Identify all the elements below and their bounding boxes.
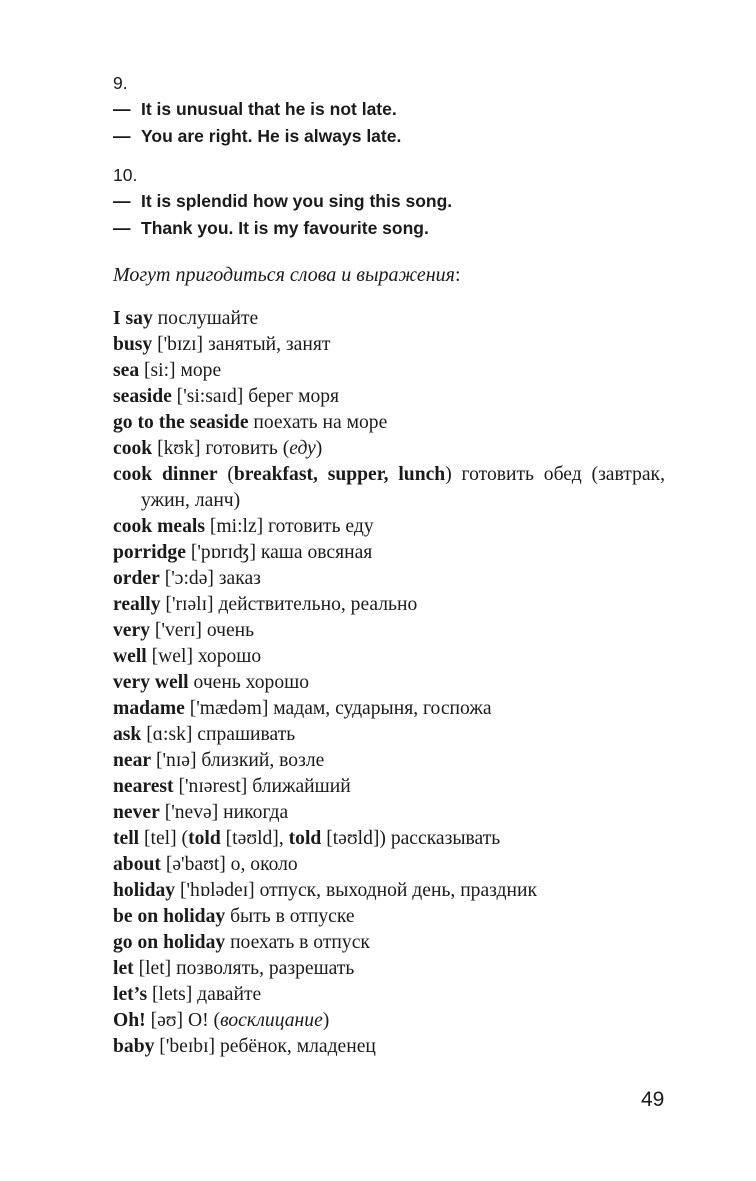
vocab-term: well bbox=[113, 646, 147, 667]
vocab-text: [tel] ( bbox=[139, 828, 189, 849]
vocab-entry bbox=[113, 384, 665, 410]
dialog-line-text: It is splendid how you sing this song. bbox=[141, 191, 453, 211]
vocab-term: go on holiday bbox=[113, 932, 226, 953]
vocab-text: [lets] давайте bbox=[147, 984, 262, 1005]
vocab-entry bbox=[113, 410, 665, 436]
dialog-group bbox=[113, 70, 673, 150]
vocab-term: tell bbox=[113, 828, 140, 849]
vocab-term: be on holiday bbox=[113, 906, 226, 927]
dialog-line bbox=[113, 215, 673, 242]
vocab-term: really bbox=[113, 594, 161, 615]
vocab-entry bbox=[113, 956, 665, 982]
vocab-text: ['nevə] никогда bbox=[159, 802, 289, 823]
vocab-term: cook bbox=[113, 438, 153, 459]
vocab-term: baby bbox=[113, 1036, 155, 1057]
vocab-term: Oh! bbox=[113, 1010, 146, 1031]
vocab-entry bbox=[113, 982, 665, 1008]
vocab-text: ) готовить обед (завтрак, ужин, ланч) bbox=[141, 464, 665, 511]
vocab-text: ['si:saɪd] берег моря bbox=[171, 386, 340, 407]
vocab-text: [wel] хорошо bbox=[146, 646, 262, 667]
vocab-heading-text: Могут пригодиться слова и выражения bbox=[113, 264, 455, 286]
vocab-text: [təʊld], bbox=[220, 828, 289, 849]
vocab-entry bbox=[113, 852, 665, 878]
vocab-entry bbox=[113, 670, 665, 696]
vocab-entry bbox=[113, 1034, 665, 1060]
vocab-text: [ɑ:sk] спрашивать bbox=[141, 724, 296, 745]
vocab-term: porridge bbox=[113, 542, 186, 563]
vocab-note: восклицание bbox=[220, 1010, 323, 1031]
vocab-text: [əʊ] О! ( bbox=[145, 1010, 221, 1031]
vocab-term: near bbox=[113, 750, 152, 771]
dialog-line-text: Thank you. It is my favourite song. bbox=[141, 218, 429, 238]
vocab-entry bbox=[113, 1008, 665, 1034]
vocab-text: ['pɒrɪʤ] каша овсяная bbox=[185, 542, 373, 563]
dialog-number: 9. bbox=[113, 73, 128, 93]
vocab-text: ['mædəm] мадам, сударыня, госпожа bbox=[184, 698, 492, 719]
dialog-dash: — bbox=[113, 126, 131, 146]
vocab-text: [si:] море bbox=[139, 360, 222, 381]
vocab-text: [let] позволять, разрешать bbox=[133, 958, 355, 979]
vocab-term: holiday bbox=[113, 880, 176, 901]
dialog-dash: — bbox=[113, 99, 131, 119]
vocab-entry bbox=[113, 930, 665, 956]
vocab-entry bbox=[113, 358, 665, 384]
vocab-text: ['beɪbɪ] ребёнок, младенец bbox=[154, 1036, 376, 1057]
dialog-line bbox=[113, 123, 673, 150]
vocab-term: very well bbox=[113, 672, 189, 693]
vocab-text: поехать на море bbox=[248, 412, 388, 433]
vocab-entry bbox=[113, 878, 665, 904]
vocab-term: busy bbox=[113, 334, 153, 355]
vocab-term: let’s bbox=[113, 984, 148, 1005]
vocab-term: order bbox=[113, 568, 160, 589]
vocab-text: ['nɪərest] ближайший bbox=[173, 776, 351, 797]
vocab-entry bbox=[113, 332, 665, 358]
vocab-term: sea bbox=[113, 360, 140, 381]
vocab-list bbox=[113, 306, 665, 1060]
vocab-text: [mi:lz] готовить еду bbox=[204, 516, 374, 537]
dialog-dash: — bbox=[113, 191, 131, 211]
dialog-number: 10. bbox=[113, 165, 138, 185]
vocab-text: [təʊld]) рассказывать bbox=[321, 828, 501, 849]
dialog-line bbox=[113, 188, 673, 215]
vocab-entry bbox=[113, 566, 665, 592]
vocab-heading-colon: : bbox=[454, 264, 461, 286]
vocab-text: ['hɒlədeɪ] отпуск, выходной день, праздник bbox=[175, 880, 538, 901]
vocab-entry bbox=[113, 592, 665, 618]
dialog-group bbox=[113, 162, 673, 242]
vocab-entry bbox=[113, 722, 665, 748]
vocab-text: [ə'baʊt] о, около bbox=[160, 854, 298, 875]
vocab-term: about bbox=[113, 854, 161, 875]
vocab-text: очень хорошо bbox=[188, 672, 310, 693]
vocab-text: поехать в отпуск bbox=[225, 932, 370, 953]
vocab-entry bbox=[113, 540, 665, 566]
dialog-exercises bbox=[113, 70, 673, 242]
vocab-entry bbox=[113, 904, 665, 930]
vocab-entry bbox=[113, 618, 665, 644]
vocab-entry bbox=[113, 774, 665, 800]
vocab-term: nearest bbox=[113, 776, 174, 797]
vocab-term: very bbox=[113, 620, 150, 641]
vocab-text: послушайте bbox=[152, 308, 259, 329]
vocab-term: cook meals bbox=[113, 516, 205, 537]
vocab-heading bbox=[113, 264, 461, 287]
vocab-entry bbox=[113, 644, 665, 670]
vocab-text: ['bɪzɪ] занятый, занят bbox=[152, 334, 331, 355]
vocab-term: let bbox=[113, 958, 134, 979]
dialog-line-text: It is unusual that he is not late. bbox=[141, 99, 397, 119]
vocab-term: go to the seaside bbox=[113, 412, 249, 433]
vocab-text: ) bbox=[315, 438, 323, 459]
vocab-term: seaside bbox=[113, 386, 172, 407]
vocab-text: ( bbox=[217, 464, 234, 485]
vocab-term: I say bbox=[113, 308, 153, 329]
vocab-term: told bbox=[288, 828, 322, 849]
vocab-text: ) bbox=[322, 1010, 330, 1031]
page-number: 49 bbox=[641, 1088, 665, 1111]
dialog-line bbox=[113, 96, 673, 123]
dialog-line-text: You are right. He is always late. bbox=[141, 126, 402, 146]
vocab-entry bbox=[113, 800, 665, 826]
vocab-entry bbox=[113, 826, 665, 852]
vocab-term: ask bbox=[113, 724, 142, 745]
vocab-term: madame bbox=[113, 698, 185, 719]
vocab-entry bbox=[113, 696, 665, 722]
vocab-entry bbox=[113, 748, 665, 774]
vocab-text: ['rɪəlɪ] действительно, реально bbox=[160, 594, 418, 615]
vocab-entry bbox=[113, 514, 665, 540]
vocab-entry bbox=[113, 306, 665, 332]
vocab-text: быть в отпуске bbox=[225, 906, 355, 927]
vocab-text: ['ɔ:də] заказ bbox=[159, 568, 261, 589]
vocab-text: ['verɪ] очень bbox=[150, 620, 255, 641]
vocab-term: breakfast, supper, lunch bbox=[233, 464, 446, 485]
vocab-entry bbox=[113, 436, 665, 462]
vocab-text: ['nɪə] близкий, возле bbox=[151, 750, 325, 771]
vocab-term: never bbox=[113, 802, 160, 823]
vocab-note: еду bbox=[289, 438, 316, 459]
vocab-entry bbox=[113, 462, 665, 514]
vocab-text: [kʊk] готовить ( bbox=[152, 438, 290, 459]
dialog-dash: — bbox=[113, 218, 131, 238]
vocab-term: told bbox=[188, 828, 221, 849]
vocab-term: cook dinner bbox=[113, 464, 218, 485]
